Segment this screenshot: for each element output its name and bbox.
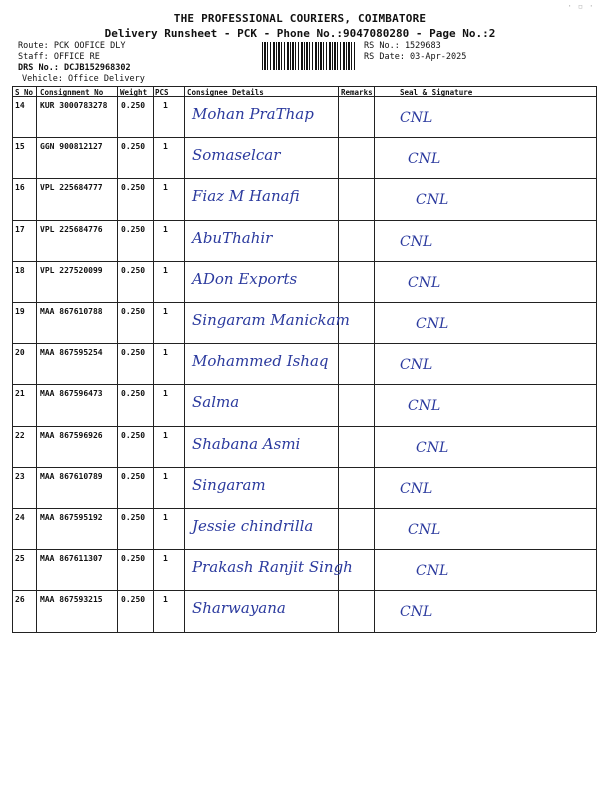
seal-signature: CNL [400,480,433,497]
row-sno: 18 [15,265,25,275]
row-pcs: 1 [163,513,168,522]
row-weight: 0.250 [121,224,146,234]
row-consignment: MAA 867610788 [40,307,103,316]
row-sno: 24 [15,513,25,522]
col-consignment: Consignment No [40,88,104,97]
rs-number: RS No.: 1529683 [364,41,441,51]
row-consignment: MAA 867595254 [40,348,103,358]
row-weight: 0.250 [121,265,146,275]
seal-signature: CNL [408,274,441,291]
col-pcs: PCS [155,88,169,97]
row-sno: 25 [15,554,25,564]
row-weight: 0.250 [121,471,146,481]
row-divider [12,549,596,550]
row-consignment: MAA 867596926 [40,430,103,440]
row-pcs: 1 [163,554,168,564]
row-sno: 23 [15,471,25,481]
seal-signature: CNL [400,604,433,621]
row-divider [12,467,596,468]
barcode [262,42,356,70]
row-pcs: 1 [163,142,168,152]
col-weight: Weight [120,88,148,97]
row-weight: 0.250 [121,142,146,152]
seal-signature: CNL [416,439,449,456]
row-divider [12,178,596,179]
row-consignment: MAA 867595192 [40,513,103,522]
seal-signature: CNL [408,398,441,415]
row-consignment: MAA 867596473 [40,389,103,399]
consignee-handwriting: Salma [192,393,240,412]
row-sno: 14 [15,101,25,110]
company-title: THE PROFESSIONAL COURIERS, COIMBATORE [173,12,427,25]
row-weight: 0.250 [121,348,146,358]
consignee-handwriting: Shabana Asmi [192,434,301,453]
consignee-handwriting: Singaram Manickam [192,311,350,329]
drs-label: DRS No.: DCJB152968302 [18,63,131,73]
consignee-handwriting: ADon Exports [192,269,298,288]
row-consignment: GGN 900812127 [40,142,103,152]
col-sno: S No [15,88,34,97]
row-pcs: 1 [163,307,168,316]
seal-signature: CNL [416,563,449,580]
row-pcs: 1 [163,471,168,481]
row-weight: 0.250 [121,430,146,440]
runsheet-subtitle: Delivery Runsheet - PCK - Phone No.:9047080280 - Page No.:2 [104,27,496,40]
seal-signature: CNL [400,357,433,374]
row-sno: 16 [15,183,25,193]
row-divider [12,261,596,262]
row-divider [12,137,596,138]
row-divider [12,632,596,633]
row-pcs: 1 [163,183,168,193]
row-divider [12,590,596,591]
seal-signature: CNL [400,233,433,250]
vehicle-label: Vehicle: Office Delivery [22,74,145,84]
row-pcs: 1 [163,430,168,440]
consignee-handwriting: Jessie chindrilla [192,517,314,535]
row-consignment: MAA 867610789 [40,471,103,481]
row-pcs: 1 [163,389,168,399]
row-sno: 19 [15,307,25,316]
col-signature: Seal & Signature [400,88,473,97]
row-weight: 0.250 [121,307,146,316]
row-weight: 0.250 [121,101,146,110]
row-weight: 0.250 [121,554,146,564]
seal-signature: CNL [400,110,433,126]
seal-signature: CNL [416,192,449,209]
row-weight: 0.250 [121,389,146,399]
row-pcs: 1 [163,265,168,275]
row-sno: 21 [15,389,25,399]
row-consignment: KUR 3000783278 [40,101,108,110]
col-consignee: Consignee Details [187,88,264,97]
row-divider [12,302,596,303]
corner-mark: · ▫ · [566,2,594,12]
seal-signature: CNL [408,522,441,538]
row-consignment: VPL 225684776 [40,224,103,234]
seal-signature: CNL [416,316,449,332]
row-pcs: 1 [163,224,168,234]
seal-signature: CNL [408,151,441,168]
row-divider [12,343,596,344]
rs-date: RS Date: 03-Apr-2025 [364,52,467,62]
consignee-handwriting: Mohan PraThap [192,105,314,123]
row-consignment: VPL 225684777 [40,183,103,193]
route-label: Route: PCK OOFICE DLY [18,41,126,51]
col-remarks: Remarks [341,88,373,97]
row-divider [12,508,596,509]
row-weight: 0.250 [121,595,146,605]
consignee-handwriting: Mohammed Ishaq [192,352,329,371]
row-sno: 15 [15,142,25,152]
row-pcs: 1 [163,101,168,110]
consignee-handwriting: Prakash Ranjit Singh [192,558,353,577]
row-weight: 0.250 [121,183,146,193]
consignee-handwriting: Sharwayana [192,599,286,618]
row-sno: 20 [15,348,25,358]
row-consignment: MAA 867611307 [40,554,103,564]
row-sno: 17 [15,224,25,234]
row-divider [12,384,596,385]
row-pcs: 1 [163,595,168,605]
row-sno: 22 [15,430,25,440]
row-pcs: 1 [163,348,168,358]
row-sno: 26 [15,595,25,605]
consignee-handwriting: Somaselcar [192,146,281,165]
row-consignment: VPL 227520099 [40,265,103,275]
row-divider [12,426,596,427]
row-divider [12,220,596,221]
row-consignment: MAA 867593215 [40,595,103,605]
consignee-handwriting: Fiaz M Hanafi [192,187,300,206]
consignee-handwriting: AbuThahir [192,228,273,247]
staff-label: Staff: OFFICE RE [18,52,100,62]
row-weight: 0.250 [121,513,146,522]
consignee-handwriting: Singaram [192,475,266,494]
